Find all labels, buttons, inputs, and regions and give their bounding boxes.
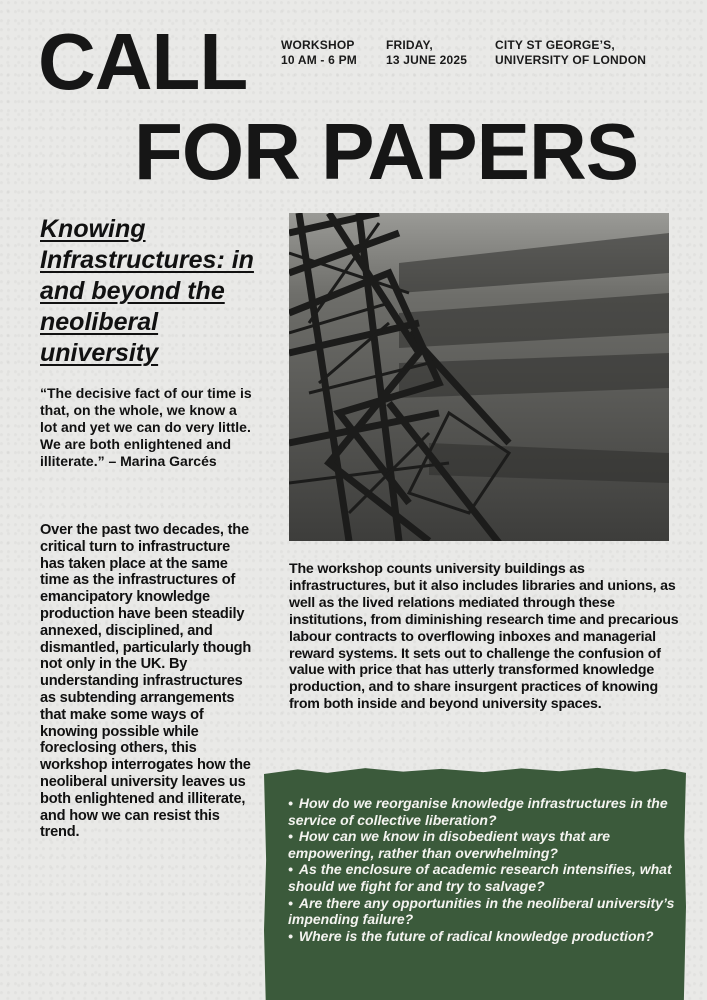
meta-workshop-line1: WORKSHOP [281, 38, 355, 52]
meta-workshop-line2: 10 AM - 6 PM [281, 53, 357, 67]
intro-paragraph: Over the past two decades, the critical turn to infrastructure has taken place at the same time as the infrastructures of emancipatory knowledge production have been steadily annexed, disciplined, and dismantled, particularly though not only in the UK. By understanding infrastructures as subtending arrangements that make some ways of knowing possible while foreclosing others, this workshop interrogates how the neoliberal university leaves us both enlightened and illiterate, and how we can resist this trend. [40, 522, 252, 841]
meta-date [386, 38, 467, 68]
meta-date-line1: FRIDAY, [386, 38, 433, 52]
meta-venue [495, 38, 646, 68]
workshop-description: The workshop counts university buildings as infrastructures, but it also includes libraries and unions, as well as the lived relations mediated through these institutions, from diminishing research time and precarious labour contracts to overflowing inboxes and managerial reward systems. It sets out to challenge the confusion of value with price that has utterly transformed knowledge production, and to share insurgent practices of knowing from both inside and beyond university spaces. [289, 561, 679, 713]
title-call: CALL [38, 17, 248, 106]
epigraph-quote: “The decisive fact of our time is that, on the whole, we know a lot and yet we can do very little. We are both enlightened and illiterate.” – Marina Garcés [40, 385, 252, 469]
meta-date-line2: 13 JUNE 2025 [386, 53, 468, 67]
title-for-papers: FOR PAPERS [134, 107, 639, 196]
photo-illustration [289, 213, 669, 541]
questions-list [288, 795, 678, 944]
question-item: • Where is the future of radical knowledge production? [288, 928, 678, 945]
meta-workshop [281, 38, 357, 68]
workshop-subtitle: Knowing Infrastructures: in and beyond the neoliberal university [40, 215, 254, 367]
meta-venue-line2: UNIVERSITY OF LONDON [495, 53, 647, 67]
question-item: • How can we know in disobedient ways that are empowering, rather than overwhelming? [288, 828, 678, 861]
question-item: • Are there any opportunities in the neoliberal university’s impending failure? [288, 895, 678, 928]
question-item: • How do we reorganise knowledge infrastructures in the service of collective liberation? [288, 795, 678, 828]
question-item: • As the enclosure of academic research intensifies, what should we fight for and try to salvage? [288, 861, 678, 894]
infrastructure-photo [289, 213, 669, 541]
meta-venue-line1: CITY ST GEORGE’S, [495, 38, 615, 52]
